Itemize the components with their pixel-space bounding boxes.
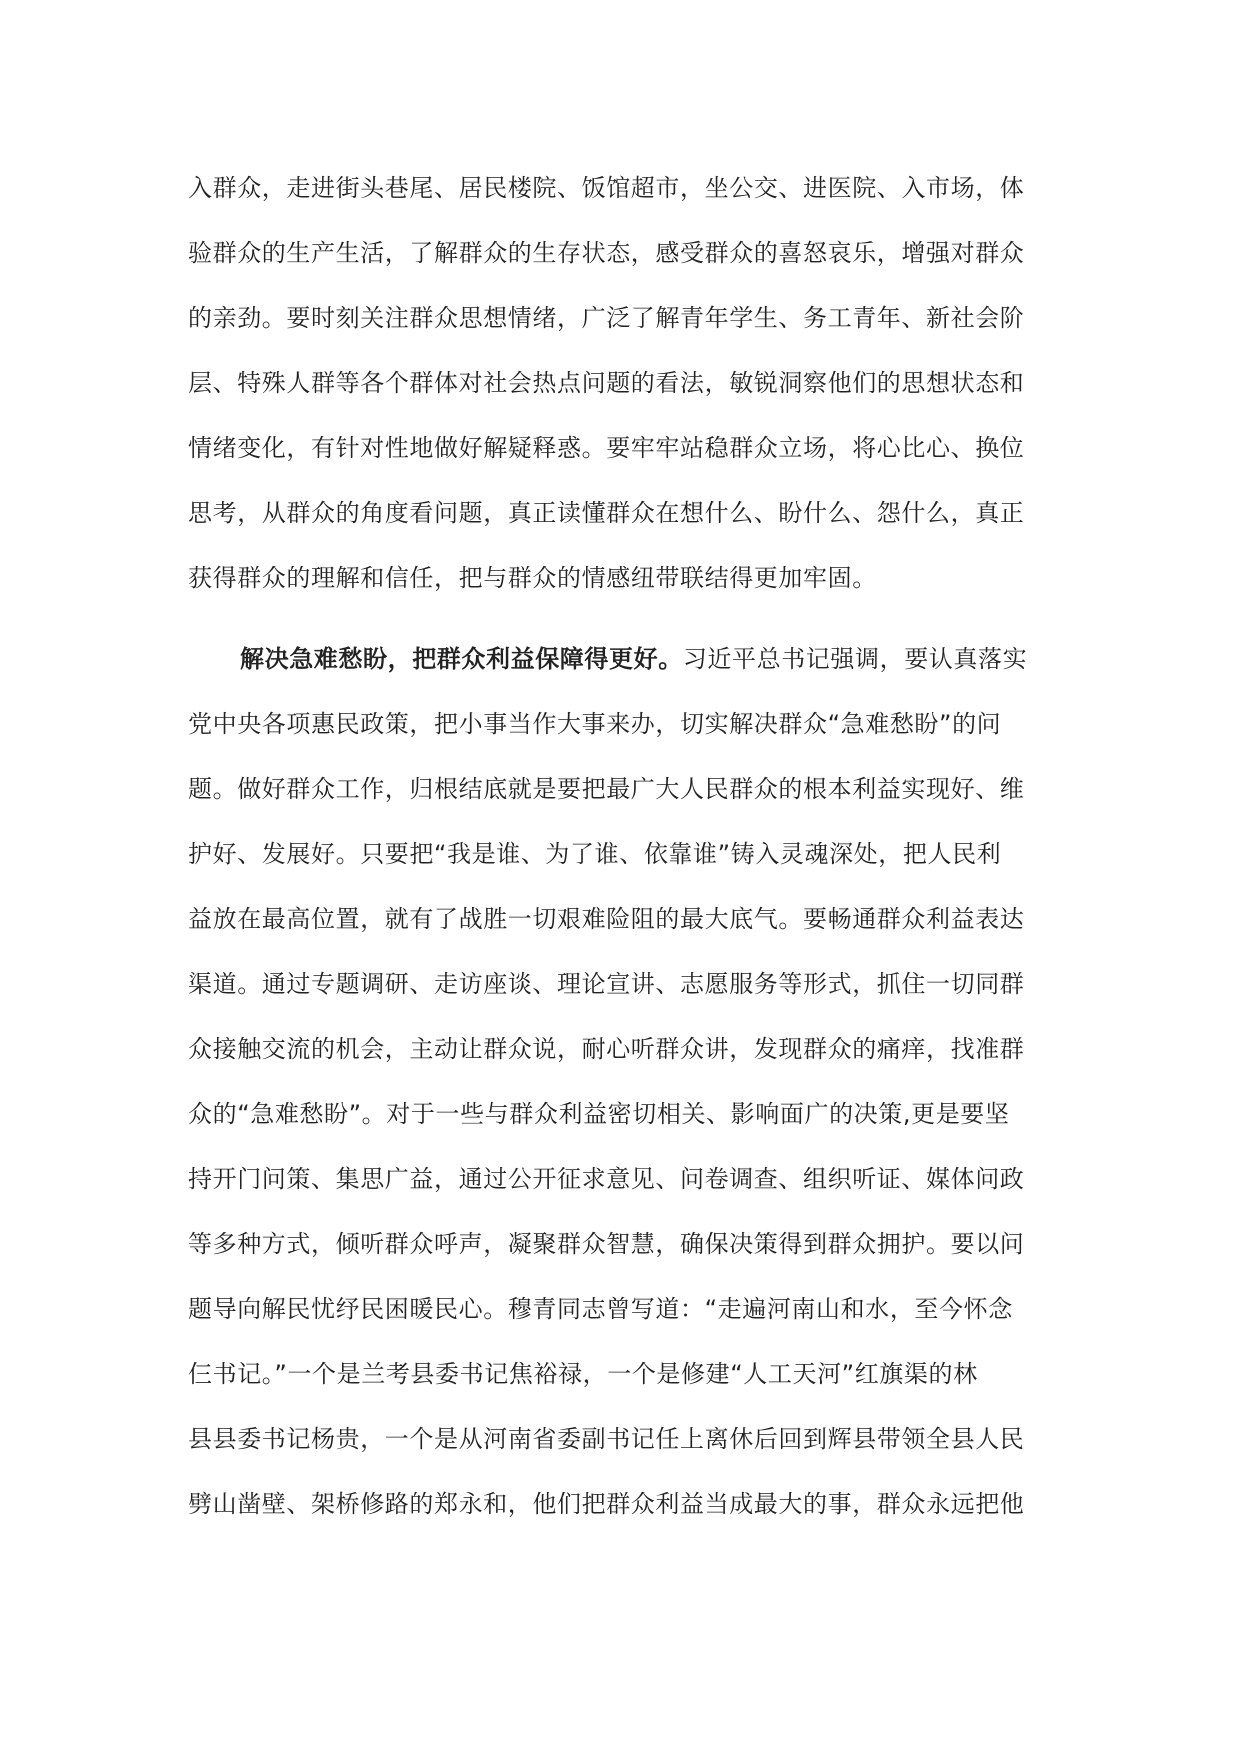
text-line: 党中央各项惠民政策，把小事当作大事来办，切实解决群众“急难愁盼”的问 (188, 710, 1002, 738)
text-line: 持开门问策、集思广益，通过公开征求意见、问卷调查、组织听证、媒体问政 (188, 1165, 1025, 1193)
paragraph-first-line (188, 647, 1058, 712)
document-body (188, 176, 1058, 1557)
text-run: 习近平总书记强调，要认真落实 (682, 645, 1028, 673)
text-line: 获得群众的理解和信任，把与群众的情感纽带联结得更加牢固。 (188, 564, 877, 592)
text-line: 县县委书记杨贵，一个是从河南省委副书记任上离休后回到辉县带领全县人民 (188, 1425, 1025, 1453)
text-line: 情绪变化，有针对性地做好解疑释惑。要牢牢站稳群众立场，将心比心、换位 (188, 434, 1025, 462)
text-line: 入群众，走进街头巷尾、居民楼院、饭馆超市，坐公交、进医院、入市场，体 (188, 174, 1025, 202)
text-line: 劈山凿壁、架桥修路的郑永和，他们把群众利益当成最大的事，群众永远把他 (188, 1490, 1025, 1518)
text-line: 题。做好群众工作，归根结底就是要把最广大人民群众的根本利益实现好、维 (188, 775, 1025, 803)
text-line: 渠道。通过专题调研、走访座谈、理论宣讲、志愿服务等形式，抓住一切同群 (188, 970, 1025, 998)
paragraph-1 (188, 176, 1058, 631)
text-line: 等多种方式，倾听群众呼声，凝聚群众智慧，确保决策得到群众拥护。要以问 (188, 1230, 1025, 1258)
text-line: 题导向解民忧纾民困暖民心。穆青同志曾写道：“走遍河南山和水，至今怀念 (188, 1295, 1013, 1323)
text-line: 层、特殊人群等各个群体对社会热点问题的看法，敏锐洞察他们的思想状态和 (188, 369, 1025, 397)
paragraph-heading: 解决急难愁盼，把群众利益保障得更好。 (240, 645, 683, 673)
text-line: 的亲劲。要时刻关注群众思想情绪，广泛了解青年学生、务工青年、新社会阶 (188, 304, 1025, 332)
text-line: 众的“急难愁盼”。对于一些与群众利益密切相关、影响面广的决策,更是要坚 (188, 1100, 1010, 1128)
text-line: 仨书记。”一个是兰考县委书记焦裕禄，一个是修建“人工天河”红旗渠的林 (188, 1360, 978, 1388)
text-line: 验群众的生产生活，了解群众的生存状态，感受群众的喜怒哀乐，增强对群众 (188, 239, 1025, 267)
text-line: 护好、发展好。只要把“我是谁、为了谁、依靠谁”铸入灵魂深处，把人民利 (188, 840, 1002, 868)
paragraph-2 (188, 647, 1058, 1557)
text-line: 益放在最高位置，就有了战胜一切艰难险阻的最大底气。要畅通群众利益表达 (188, 905, 1025, 933)
text-line: 思考，从群众的角度看问题，真正读懂群众在想什么、盼什么、怨什么，真正 (188, 499, 1025, 527)
text-line: 众接触交流的机会，主动让群众说，耐心听群众讲，发现群众的痛痒，找准群 (188, 1035, 1025, 1063)
